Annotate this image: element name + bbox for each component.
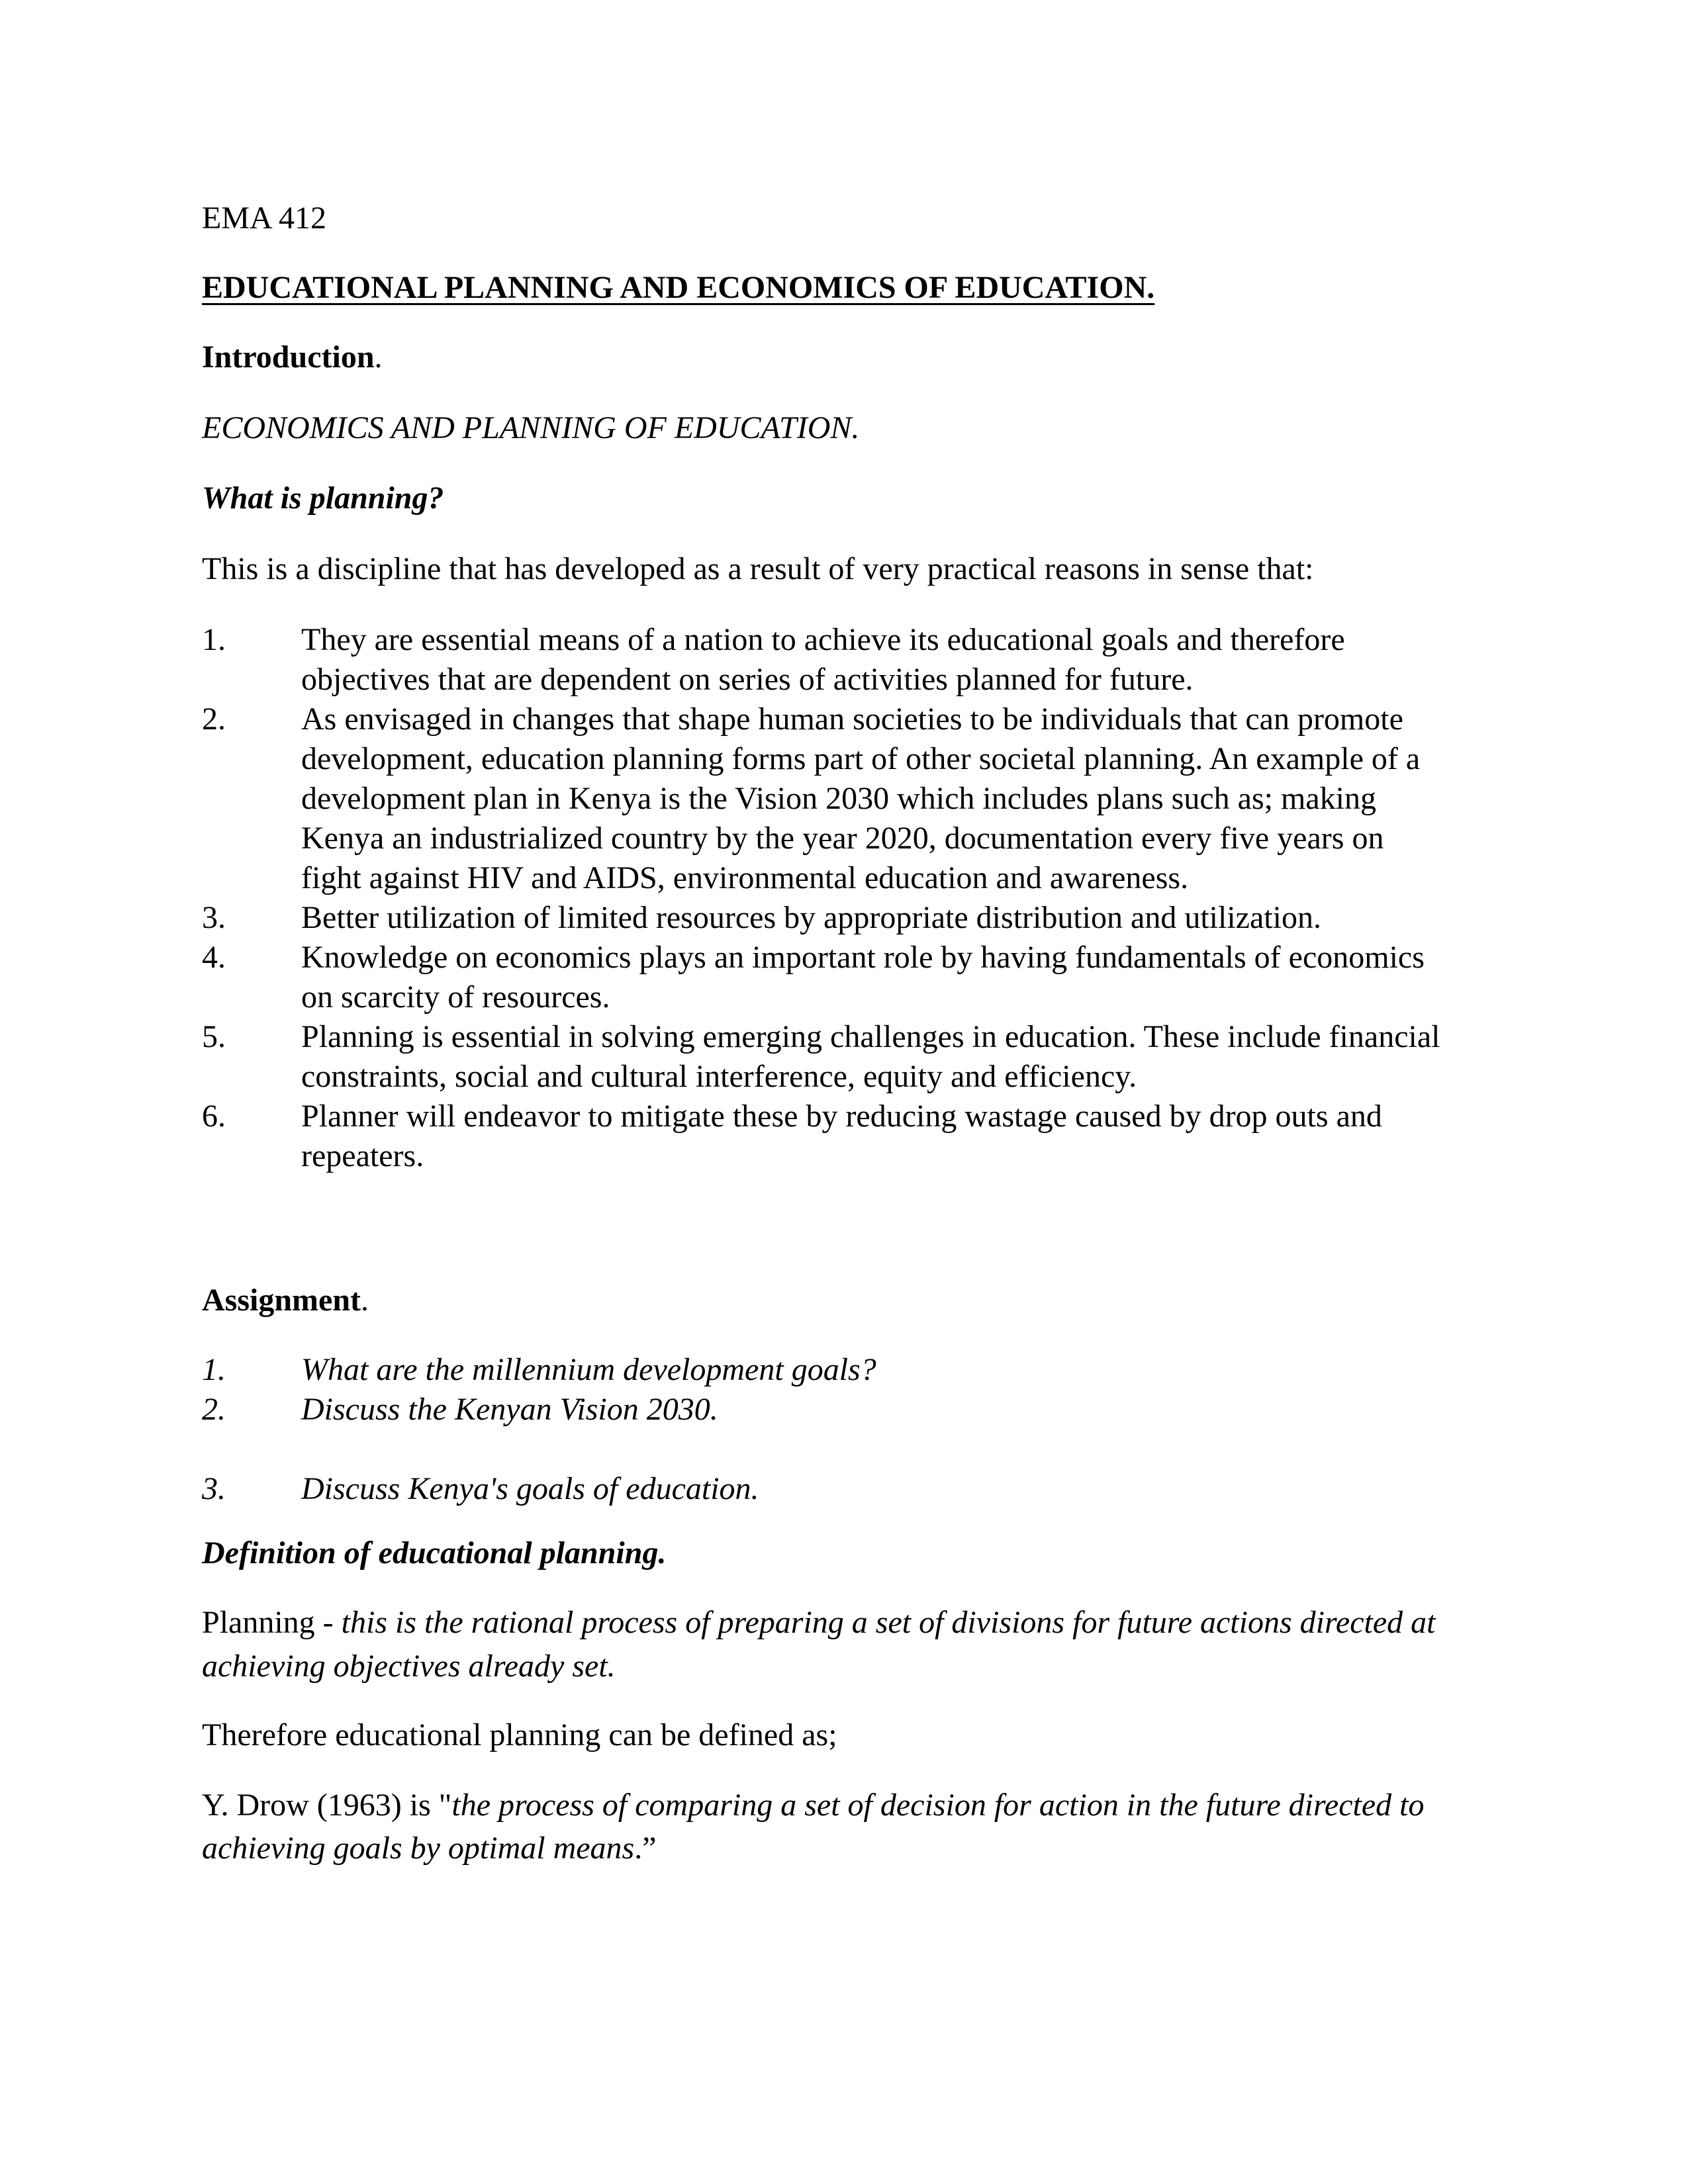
list-item [202, 1350, 1526, 1390]
text-line: repeaters. [301, 1138, 424, 1173]
list-text [301, 620, 1526, 700]
list-text [301, 1017, 1526, 1097]
quote-text: achieving goals by optimal means [202, 1831, 635, 1866]
list-number: 4. [202, 940, 226, 975]
assignment-list [202, 1350, 1526, 1430]
list-text [301, 1097, 1526, 1176]
planning-definition-cont: achieving objectives already set. [202, 1649, 616, 1684]
text-line: Planning is essential in solving emerging challenges in education. These include financial [301, 1019, 1440, 1054]
assignment-period: . [361, 1283, 369, 1318]
text-line: constraints, social and cultural interference, equity and efficiency. [301, 1059, 1137, 1094]
section-heading: ECONOMICS AND PLANNING OF EDUCATION. [202, 410, 860, 445]
drow-quote-cont [202, 1829, 657, 1868]
list-number: 2. [202, 702, 226, 737]
list-text: What are the millennium development goals? [301, 1352, 876, 1387]
text-line: on scarcity of resources. [301, 979, 610, 1015]
list-text: Discuss Kenya's goals of education. [301, 1471, 759, 1506]
definition-heading: Definition of educational planning. [202, 1535, 667, 1570]
text-line: They are essential means of a nation to achieve its educational goals and therefore [301, 622, 1345, 657]
list-text [301, 898, 1526, 938]
list-number: 3. [202, 900, 226, 935]
planning-definition-text: this is the rational process of preparing a set of divisions for future actions directed at [341, 1605, 1436, 1640]
quote-prefix: Y. Drow (1963) is " [202, 1788, 452, 1823]
text-line: Better utilization of limited resources by appropriate distribution and utilization. [301, 900, 1321, 935]
list-number: 2. [202, 1392, 226, 1427]
text-line: fight against HIV and AIDS, environmental education and awareness. [301, 860, 1189, 895]
introduction-period: . [374, 340, 383, 375]
planning-term: Planning - [202, 1605, 342, 1640]
list-item [202, 938, 1526, 1017]
lead-paragraph: This is a discipline that has developed as a result of very practical reasons in sense that: [202, 551, 1314, 586]
assignment-list-continued [202, 1469, 1526, 1509]
planning-definition [202, 1603, 1435, 1643]
text-line: development, education planning forms part of other societal planning. An example of a [301, 741, 1421, 776]
text-line: Kenya an industrialized country by the year 2020, documentation every five years on [301, 821, 1384, 856]
text-line: As envisaged in changes that shape human societies to be individuals that can promote [301, 702, 1403, 737]
list-number: 1. [202, 622, 226, 657]
list-text [301, 938, 1526, 1017]
therefore-paragraph: Therefore educational planning can be defined as; [202, 1717, 837, 1752]
list-item [202, 898, 1526, 938]
list-item [202, 620, 1526, 700]
list-number: 5. [202, 1019, 226, 1054]
assignment-label: Assignment [202, 1283, 361, 1318]
course-code: EMA 412 [202, 201, 327, 236]
text-line: Knowledge on economics plays an important role by having fundamentals of economics [301, 940, 1425, 975]
text-line: objectives that are dependent on series of activities planned for future. [301, 662, 1194, 697]
course-title: EDUCATIONAL PLANNING AND ECONOMICS OF EDUCATION. [202, 270, 1155, 305]
text-line: Planner will endeavor to mitigate these by reducing wastage caused by drop outs and [301, 1099, 1382, 1134]
question-heading: What is planning? [202, 480, 444, 516]
introduction-label: Introduction [202, 340, 375, 375]
assignment-heading [202, 1281, 369, 1320]
drow-quote [202, 1786, 1424, 1825]
quote-close: .” [634, 1831, 657, 1866]
text-line: development plan in Kenya is the Vision 2030 which includes plans such as; making [301, 781, 1376, 816]
quote-text: the process of comparing a set of decision for action in the future directed to [451, 1788, 1425, 1823]
introduction-heading [202, 338, 383, 377]
list-text: Discuss the Kenyan Vision 2030. [301, 1392, 718, 1427]
list-number: 1. [202, 1352, 226, 1387]
list-number: 6. [202, 1099, 226, 1134]
list-item [202, 1469, 1526, 1509]
list-number: 3. [202, 1471, 226, 1506]
reasons-list [202, 620, 1526, 1176]
list-item [202, 700, 1526, 898]
list-item [202, 1390, 1526, 1430]
list-item [202, 1097, 1526, 1176]
list-text [301, 700, 1526, 898]
list-item [202, 1017, 1526, 1097]
